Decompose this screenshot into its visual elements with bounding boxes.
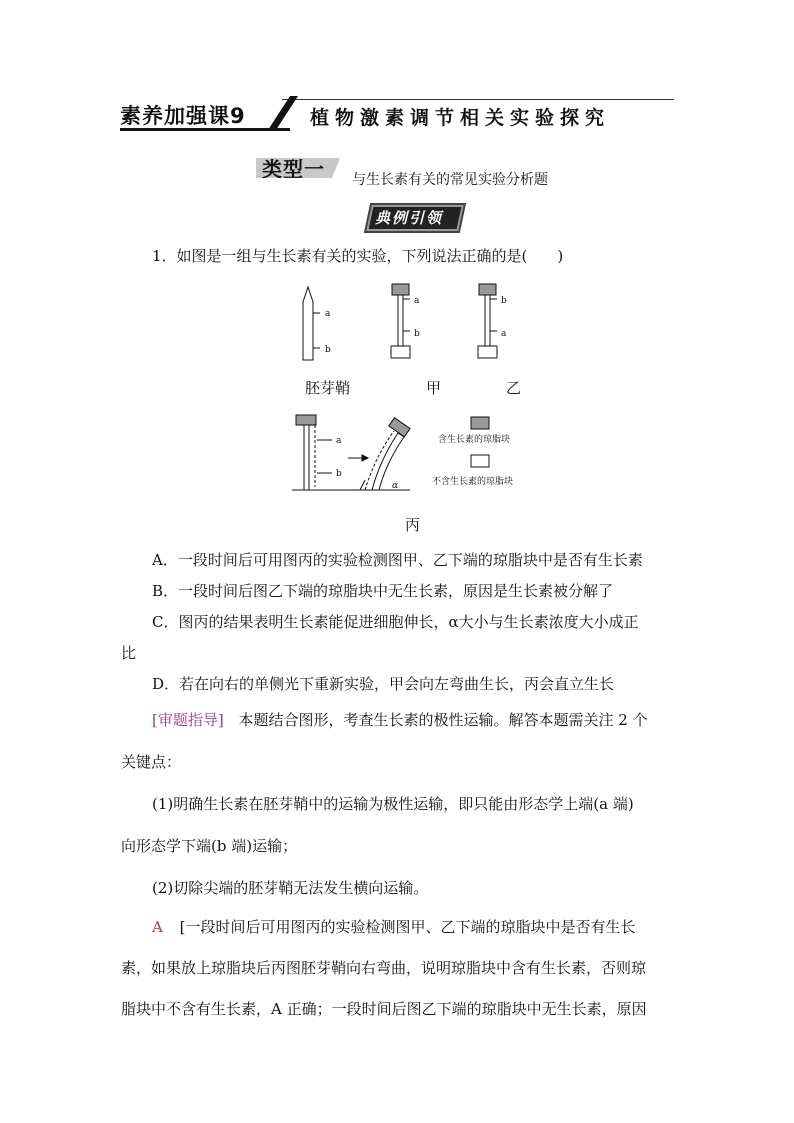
figure-label-jia: 甲 xyxy=(426,379,442,397)
bing-point-a: a xyxy=(336,436,342,446)
answer-line-3: 脂块中不含有生长素，A 正确；一段时间后图乙下端的琼脂块中无生长素，原因 xyxy=(121,1000,647,1018)
guide-label: [审题指导] xyxy=(152,711,224,729)
option-a: A．一段时间后可用图丙的实验检测图甲、乙下端的琼脂块中是否有生长素 xyxy=(152,551,643,569)
option-c: C．图丙的结果表明生长素能促进细胞伸长，α大小与生长素浓度大小成正 xyxy=(152,613,639,631)
example-badge: 典例引领 xyxy=(375,209,444,227)
guide-line-1: 本题结合图形，考查生长素的极性运输。解答本题需关注 2 个 xyxy=(238,711,648,729)
jia-point-a: a xyxy=(414,296,420,306)
type-description: 与生长素有关的常见实验分析题 xyxy=(352,172,548,188)
legend-without-auxin: 不含生长素的琼脂块 xyxy=(432,477,514,487)
yi-drawing xyxy=(478,284,497,358)
slash-icon xyxy=(268,96,298,130)
guide-paragraph xyxy=(152,710,648,730)
title-underline xyxy=(120,128,290,131)
figure-label-bing: 丙 xyxy=(405,516,421,534)
key-point-1-cont: 向形态学下端(b 端)运输； xyxy=(121,837,298,855)
legend-with-auxin: 含生长素的琼脂块 xyxy=(438,435,511,445)
jia-drawing xyxy=(391,284,410,358)
yi-point-a: a xyxy=(501,329,507,339)
option-d: D．若在向右的单侧光下重新实验，甲会向左弯曲生长，丙会直立生长 xyxy=(152,675,615,693)
jia-point-b: b xyxy=(414,329,420,339)
lesson-title-right: 植物激素调节相关实验探究 xyxy=(310,107,611,129)
figure-label-coleoptile: 胚芽鞘 xyxy=(305,379,351,397)
option-c-cont: 比 xyxy=(121,644,137,662)
bend-angle-label: α xyxy=(392,481,399,491)
key-point-2: (2)切除尖端的胚芽鞘无法发生横向运输。 xyxy=(152,879,429,897)
lesson-title-left: 素养加强课9 xyxy=(120,104,246,128)
coleoptile-point-a: a xyxy=(325,309,331,319)
bing-drawing xyxy=(292,415,410,490)
question-stem: 1．如图是一组与生长素有关的实验，下列说法正确的是( ) xyxy=(152,247,564,265)
answer-line-1: [一段时间后可用图丙的实验检测图甲、乙下端的琼脂块中是否有生长 xyxy=(179,918,636,936)
figure-label-yi: 乙 xyxy=(506,379,522,397)
answer-paragraph xyxy=(152,917,635,937)
coleoptile-point-b: b xyxy=(325,345,331,355)
option-b: B．一段时间后图乙下端的琼脂块中无生长素，原因是生长素被分解了 xyxy=(152,582,614,600)
coleoptile-drawing xyxy=(303,287,320,360)
guide-line-2: 关键点： xyxy=(121,753,182,771)
answer-letter: A xyxy=(152,918,163,936)
yi-point-b: b xyxy=(501,296,507,306)
answer-line-2: 素，如果放上琼脂块后丙图胚芽鞘向右弯曲，说明琼脂块中含有生长素，否则琼 xyxy=(121,959,647,977)
bing-point-b: b xyxy=(336,469,342,479)
key-point-1: (1)明确生长素在胚芽鞘中的运输为极性运输，即只能由形态学上端(a 端) xyxy=(152,795,634,813)
type-label: 类型一 xyxy=(262,157,325,181)
title-rule xyxy=(282,99,674,100)
